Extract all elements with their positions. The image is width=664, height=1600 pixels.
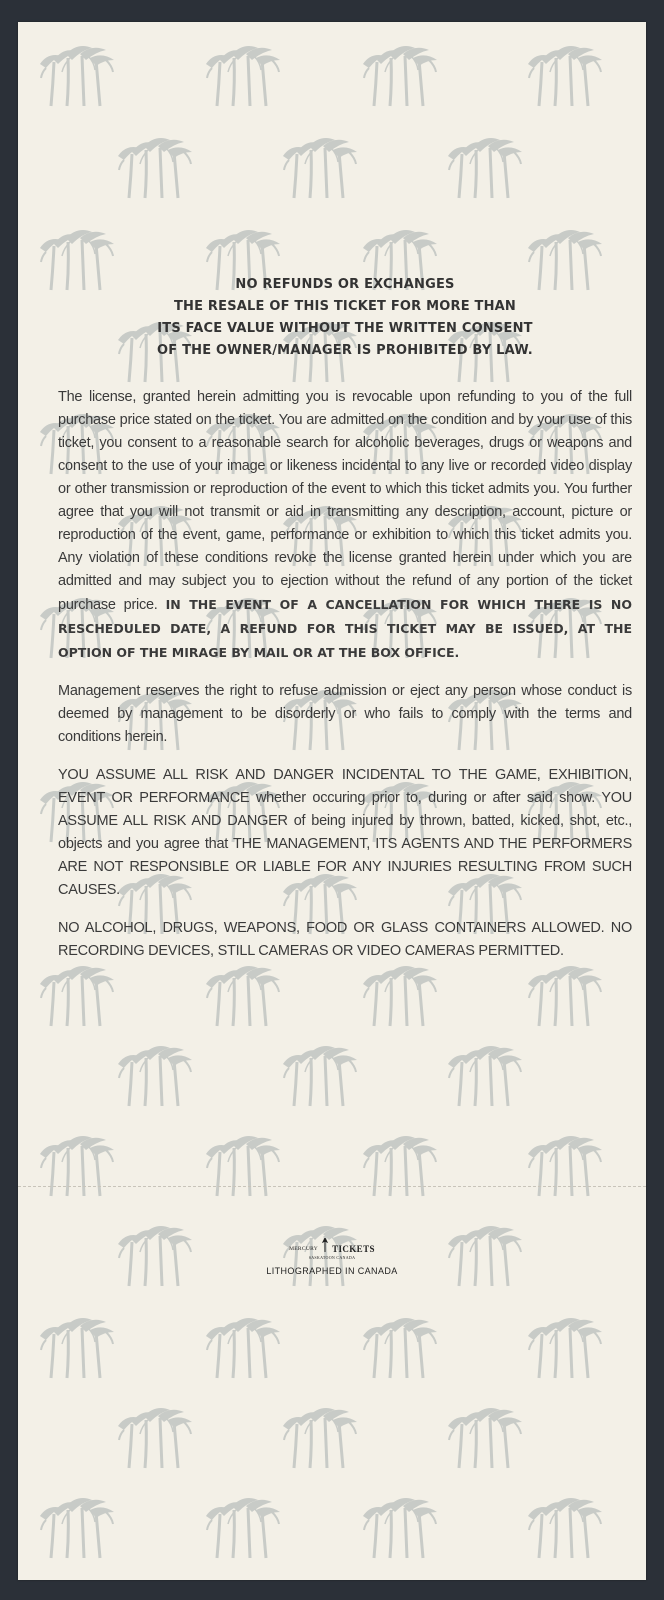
terms-and-conditions [58, 274, 632, 978]
no-refunds-headline [58, 274, 632, 362]
management-paragraph: Management reserves the right to refuse admission or eject any person whose conduct is deemed by management to be disorderly or who fails to comply with the terms and conditions herein. [58, 683, 632, 745]
headline-line: NO REFUNDS OR EXCHANGES [235, 277, 455, 292]
headline-line: OF THE OWNER/MANAGER IS PROHIBITED BY LAW. [157, 343, 533, 358]
printer-footer [18, 1234, 646, 1276]
prohibited-items-paragraph: NO ALCOHOL, DRUGS, WEAPONS, FOOD OR GLASS CONTAINERS ALLOWED. NO RECORDING DEVICES, STILL CAMERAS OR VIDEO CAMERAS PERMITTED. [58, 920, 632, 959]
headline-line: ITS FACE VALUE WITHOUT THE WRITTEN CONSENT [157, 321, 533, 336]
perforation-line [18, 1186, 646, 1187]
lithographed-label: LITHOGRAPHED IN CANADA [266, 1266, 398, 1276]
headline-line: THE RESALE OF THIS TICKET FOR MORE THAN [173, 299, 517, 314]
logo-sub-text: SASKATOON CANADA [308, 1255, 356, 1260]
mercury-tickets-logo [289, 1234, 375, 1256]
license-text: The license, granted herein admitting you is revocable upon refunding to you of the full purchase price stated on the ticket. You are admitted on the condition and by your use of this ticket, you consent to a reasonable search for alcoholic beverages, drugs or weapons and consent to the use of your image or likeness incidental to any live or recorded video display or other transmission or reproduction of the event to which this ticket admits you. You further agree that you will not transmit or aid in transmitting any description, account, picture or reproduction of the event, game, performance or exhibition to which this ticket admits you. Any violation of these conditions revoke the license granted herein under which you are admitted and may subject you to ejection without the refund of any portion of the ticket purchase price. [58, 389, 632, 613]
logo-main-text: TICKETS [332, 1244, 375, 1254]
ticket-logo-icon [321, 1238, 329, 1252]
license-paragraph [58, 386, 632, 665]
ticket-back [18, 22, 646, 1580]
cancellation-notice: IN THE EVENT OF A CANCELLATION FOR WHICH THERE IS NO RESCHEDULED DATE, A REFUND FOR THIS TICKET MAY BE ISSUED, AT THE OPTION OF THE MIRAGE BY MAIL OR AT THE BOX OFFICE. [58, 597, 632, 660]
logo-small-text: MERCURY [289, 1246, 319, 1252]
risk-paragraph: YOU ASSUME ALL RISK AND DANGER INCIDENTAL TO THE GAME, EXHIBITION, EVENT OR PERFORMANCE whether occuring prior to, during or after said show. YOU ASSUME ALL RISK AND DANGER of being injured by thrown, batted, kicked, shot, etc., objects and you agree that THE MANAGEMENT, ITS AGENTS AND THE PERFORMERS ARE NOT RESPONSIBLE OR LIABLE FOR ANY INJURIES RESULTING FROM SUCH CAUSES. [58, 767, 632, 898]
